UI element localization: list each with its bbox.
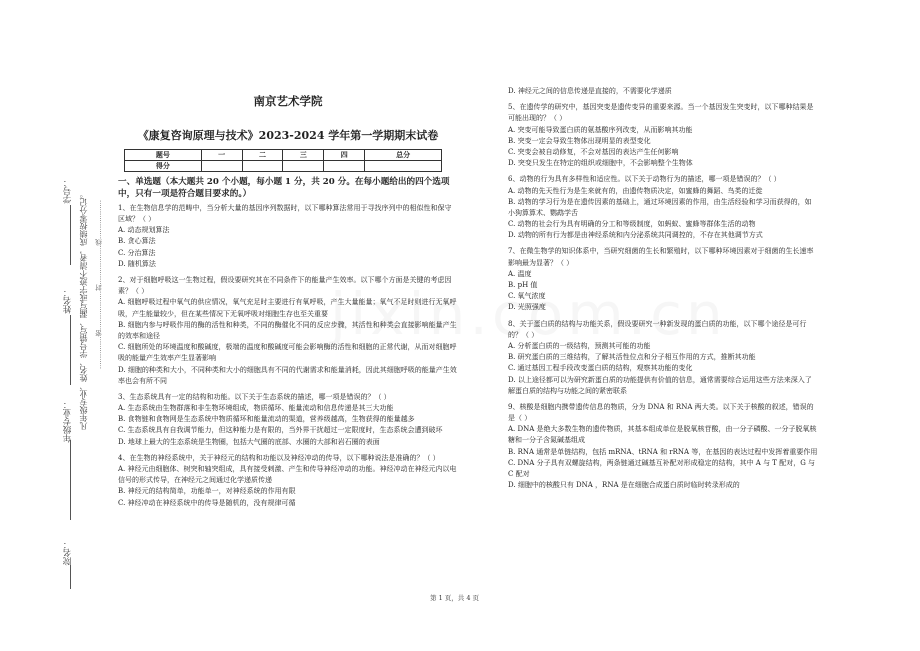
question-option: C. 通过基因工程手段改变蛋白质的结构，观察其功能的变化: [508, 364, 693, 373]
score-table: [124, 149, 442, 172]
question-item: [508, 102, 818, 169]
question-item: [118, 453, 458, 509]
score-cell-empty[interactable]: [283, 161, 324, 172]
question-option: A. 突变可能导致蛋白质的氨基酸序列改变，从而影响其功能: [508, 125, 693, 134]
question-item: [508, 319, 818, 397]
question-item: [508, 174, 818, 241]
question-option: D. 突变只发生在特定的组织或细胞中，不会影响整个生物体: [508, 159, 693, 168]
college-label: 院名：: [63, 540, 73, 566]
major-line: [70, 440, 71, 520]
score-cell: 四: [324, 150, 365, 161]
question-option: B. 贪心算法: [118, 237, 156, 246]
name-line: [70, 315, 71, 385]
question-option: D. 细胞的种类和大小，不同种类和大小的细胞具有不同的代谢需求和能量消耗，因此其细胞呼吸的能量产生效率也会有所不同: [118, 365, 457, 385]
score-cell-empty[interactable]: [365, 161, 442, 172]
question-stem: 3、生态系统具有一定的结构和功能。以下关于生态系统的描述，哪一项是错误的？（ ）: [118, 392, 391, 401]
question-option: B. 研究蛋白质的三维结构，了解其活性位点和分子相互作用的方式，推断其功能: [508, 353, 756, 362]
question-option: D. 细胞中的核酸只有 DNA ，RNA 是在细胞合成蛋白质时临时转录形成的: [508, 481, 740, 490]
score-cell-empty[interactable]: [242, 161, 283, 172]
question-list-left: [118, 203, 458, 509]
college-line: [70, 565, 71, 589]
question-stem: 6、动物的行为具有多样性和适应性。以下关于动物行为的描述，哪一项是错误的？（ ）: [508, 175, 781, 184]
question-option: B. 突变一定会导致生物体出现明显的表型变化: [508, 136, 651, 145]
binding-notice: 凡年级专业、姓名、学号错写、漏写或字迹不清者，成绩按零分记。: [79, 190, 88, 430]
score-cell: 三: [283, 150, 324, 161]
score-cell: 得分: [125, 161, 202, 172]
question-option: A. 细胞呼吸过程中氧气的供应情况，氧气充足时主要进行有氧呼吸，产生大量能量；氧气不足时则进行无氧呼吸，产生能量较少，但在某些情况下无氧呼吸对细胞生存也至关重要: [118, 298, 457, 318]
question-option: D. 随机算法: [118, 259, 156, 268]
question-stem: D. 神经元之间的信息传递是直接的，不需要化学递质: [508, 87, 672, 95]
question-option: B. 细胞内参与呼吸作用的酶的活性和种类，不同的酶催化不同的反应步骤，其活性和种类会直接影响能量产生的效率和途径: [118, 320, 457, 340]
question-option: D. 动物的所有行为都是由神经系统和内分泌系统共同调控的，不存在其他调节方式: [508, 231, 763, 240]
question-option: C. 神经冲动在神经系统中的传导是随机的，没有规律可循: [118, 498, 296, 507]
exam-title: 《康复咨询原理与技术》2023-2024 学年第一学期期末试卷: [137, 129, 439, 142]
question-item: [508, 246, 818, 313]
question-option: C. 氧气浓度: [508, 292, 546, 301]
question-stem: 1、在生物信息学的范畴中，当分析大量的基因序列数据时，以下哪种算法常用于寻找序列中的相似性和保守区域？（ ）: [118, 203, 452, 224]
score-cell-empty[interactable]: [201, 161, 242, 172]
question-option: A. 动态规划算法: [118, 226, 170, 235]
question-item: [118, 275, 458, 387]
question-option: A. 分析蛋白质的一级结构，预测其可能的功能: [508, 341, 651, 350]
question-stem: 2、对于细胞呼吸这一生物过程，假设要研究其在不同条件下的能量产生效率。以下哪个方面是关键的考虑因素？（ ）: [118, 276, 452, 296]
question-option: B. pH 值: [508, 281, 538, 289]
question-option: C. 细胞所处的环境温度和酸碱度，极端的温度和酸碱度可能会影响酶的活性和细胞的正常代谢，从而对细胞呼吸的能量产生效率产生显著影响: [118, 343, 457, 363]
question-option: B. RNA 通常是单链结构，包括 mRNA、tRNA 和 rRNA 等，在基因的表达过程中发挥着重要作用: [508, 447, 818, 456]
score-table-header-row: [125, 150, 442, 161]
seal-line-text: ……………密………………封………………线………………: [95, 200, 103, 369]
page-footer: 第 1 页，共 4 页: [430, 594, 480, 602]
question-stem: 7、在微生物学的知识体系中，当研究细菌的生长和繁殖时，以下哪种环境因素对于细菌的生长速率影响最为显著？（ ）: [508, 247, 814, 267]
school-name: 南京艺术学院: [253, 94, 323, 108]
question-item: [118, 392, 458, 448]
question-item: [508, 86, 818, 97]
score-cell: 二: [242, 150, 283, 161]
question-option: D. 光照强度: [508, 303, 546, 312]
question-item: [508, 402, 818, 492]
question-list-right: [508, 86, 818, 491]
name-label: 姓名：: [63, 288, 73, 314]
major-label: 年级专业：: [63, 400, 73, 443]
question-option: B. 神经元的结构简单，功能单一，对神经系统的作用有限: [118, 487, 296, 496]
question-stem: 5、在遗传学的研究中，基因突变是遗传变异的重要来源。当一个基因发生突变时，以下哪种结果是可能出现的？（ ）: [508, 103, 814, 123]
score-cell: 题号: [125, 150, 202, 161]
question-option: A. 动物的先天性行为是生来就有的，由遗传物质决定，如蜜蜂的舞蹈、鸟类的迁徙: [508, 186, 763, 195]
question-option: D. 以上途径都可以为研究新蛋白质的功能提供有价值的信息，通常需要综合运用这些方法来深入了解蛋白质的结构与功能之间的紧密联系: [508, 375, 812, 395]
question-option: C. DNA 分子具有双螺旋结构，两条链通过碱基互补配对形成稳定的结构，其中 A 与 T 配对，G 与 C 配对: [508, 458, 816, 478]
question-stem: 9、核酸是细胞内携带遗传信息的物质，分为 DNA 和 RNA 两大类。以下关于核酸的叙述，错误的是（ ）: [508, 402, 814, 423]
question-option: C. 动物的社会行为具有明确的分工和等级制度，如蚂蚁、蜜蜂等群体生活的动物: [508, 220, 756, 229]
question-option: C. 分治算法: [118, 248, 156, 257]
question-stem: 4、在生物的神经系统中，关于神经元的结构和功能以及神经冲动的传导，以下哪种说法是准确的？（ ）: [118, 453, 440, 462]
question-option: B. 食物链和食物网是生态系统中物质循环和能量流动的渠道，营养级越高，生物获得的能量越多: [118, 415, 415, 424]
question-stem: 8、关于蛋白质的结构与功能关系，假设要研究一种新发现的蛋白质的功能，以下哪个途径是可行的？（ ）: [508, 319, 807, 339]
question-option: A. 神经元由细胞体、树突和轴突组成，具有接受刺激、产生和传导神经冲动的功能。神经冲动在神经元内以电信号的形式传导，在神经元之间通过化学递质传递: [118, 465, 457, 485]
question-option: D. 地球上最大的生态系统是生物圈，包括大气圈的底部、水圈的大部和岩石圈的表面: [118, 437, 380, 446]
question-option: C. 生态系统具有自我调节能力，但这种能力是有限的，当外界干扰超过一定限度时，生态系统会遭到破坏: [118, 426, 443, 435]
question-option: C. 突变会被自动修复，不会对基因的表达产生任何影响: [508, 147, 679, 156]
question-option: A. 生态系统由生物群落和非生物环境组成，物质循环、能量流动和信息传递是其三大功能: [118, 404, 394, 413]
student-id-line: [70, 205, 71, 265]
question-option: A. DNA 是绝大多数生物的遗传物质，其基本组成单位是脱氧核苷酸，由一分子磷酸、一分子脱氧核糖和一分子含氮碱基组成: [508, 425, 817, 445]
question-option: A. 温度: [508, 269, 532, 278]
question-option: B. 动物的学习行为是在遗传因素的基础上，通过环境因素的作用，由生活经验和学习而获得的，如小狗算算术、鹦鹉学舌: [508, 197, 812, 217]
student-id-label: 学号：: [63, 178, 73, 204]
score-cell: 一: [201, 150, 242, 161]
question-item: [118, 203, 458, 270]
right-column: [508, 86, 818, 496]
left-column: [118, 93, 458, 514]
score-table-score-row: [125, 161, 442, 172]
score-cell-empty[interactable]: [324, 161, 365, 172]
score-cell: 总分: [365, 150, 442, 161]
section-heading: 一、单选题（本大题共 20 个小题，每小题 1 分，共 20 分。在每小题给出的四个选项中，只有一项是符合题目要求的。）: [118, 177, 450, 200]
